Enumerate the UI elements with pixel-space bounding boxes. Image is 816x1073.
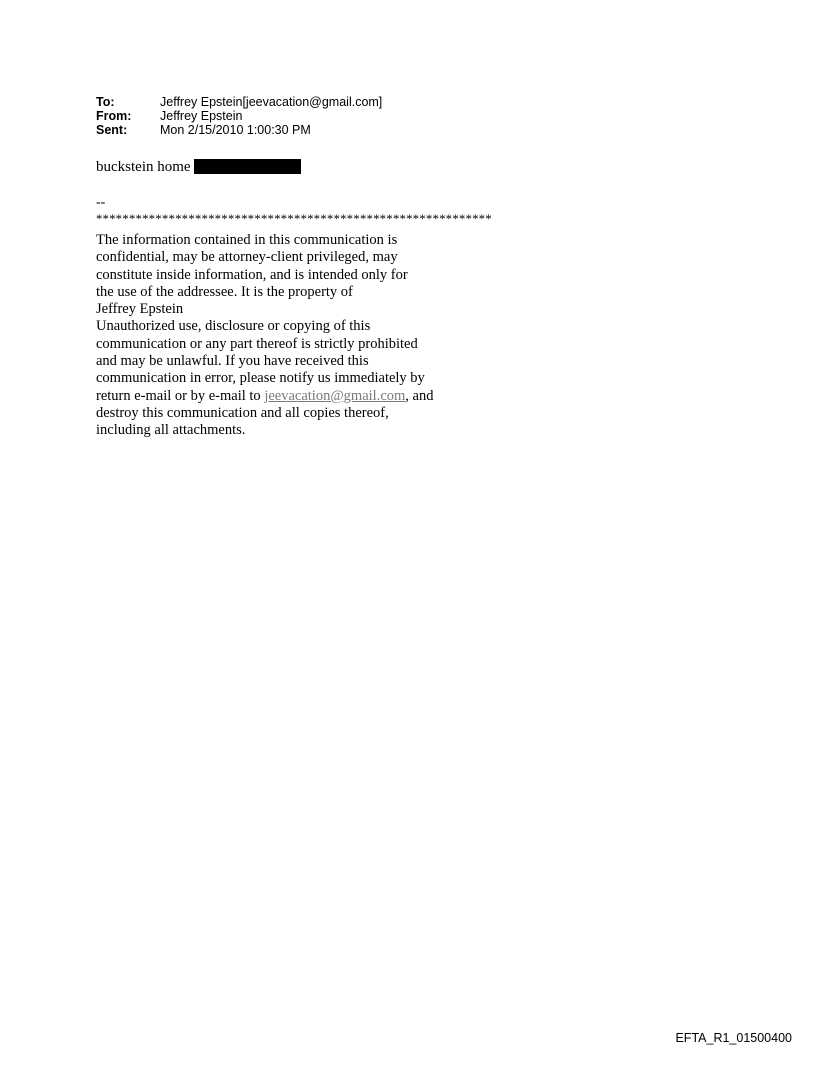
- disclaimer-line: constitute inside information, and is intended only for: [96, 266, 408, 283]
- disclaimer-line: Unauthorized use, disclosure or copying of this: [96, 318, 371, 335]
- disclaimer-line: and may be unlawful. If you have received this: [96, 353, 369, 370]
- disclaimer-line: destroy this communication and all copies thereof,: [96, 404, 389, 421]
- to-label: To:: [96, 95, 115, 109]
- disclaimer-line: communication in error, please notify us immediately by: [96, 370, 425, 387]
- disclaimer-text: return e-mail or by e-mail to: [96, 387, 265, 404]
- email-body: [96, 158, 301, 176]
- disclaimer-line: The information contained in this communication is: [96, 232, 398, 248]
- from-row: [96, 109, 382, 123]
- to-value: Jeffrey Epstein[jeevacation@gmail.com]: [160, 95, 383, 109]
- document-id: EFTA_R1_01500400: [675, 1031, 792, 1045]
- disclaimer-line: Jeffrey Epstein: [96, 301, 184, 318]
- redaction-box: [194, 159, 301, 174]
- email-link[interactable]: jeevacation@gmail.com: [264, 387, 406, 404]
- email-header: [96, 95, 382, 137]
- signature-dashes: --: [96, 195, 106, 210]
- disclaimer-line: the use of the addressee. It is the property of: [96, 283, 353, 300]
- disclaimer-line: [96, 388, 433, 405]
- from-value: Jeffrey Epstein: [160, 109, 243, 123]
- disclaimer-text: , and: [405, 387, 434, 404]
- sent-row: [96, 123, 382, 137]
- sent-label: Sent:: [96, 123, 128, 137]
- sent-value: Mon 2/15/2010 1:00:30 PM: [160, 123, 311, 137]
- signature-separator: [96, 196, 492, 229]
- signature-stars: ************************************************************: [96, 212, 492, 226]
- disclaimer-line: confidential, may be attorney-client privileged, may: [96, 249, 398, 266]
- from-label: From:: [96, 109, 132, 123]
- body-text: buckstein home: [96, 159, 191, 175]
- disclaimer-line: communication or any part thereof is strictly prohibited: [96, 335, 418, 352]
- disclaimer-line: including all attachments.: [96, 422, 246, 439]
- to-row: [96, 95, 382, 109]
- confidentiality-disclaimer: [96, 232, 433, 440]
